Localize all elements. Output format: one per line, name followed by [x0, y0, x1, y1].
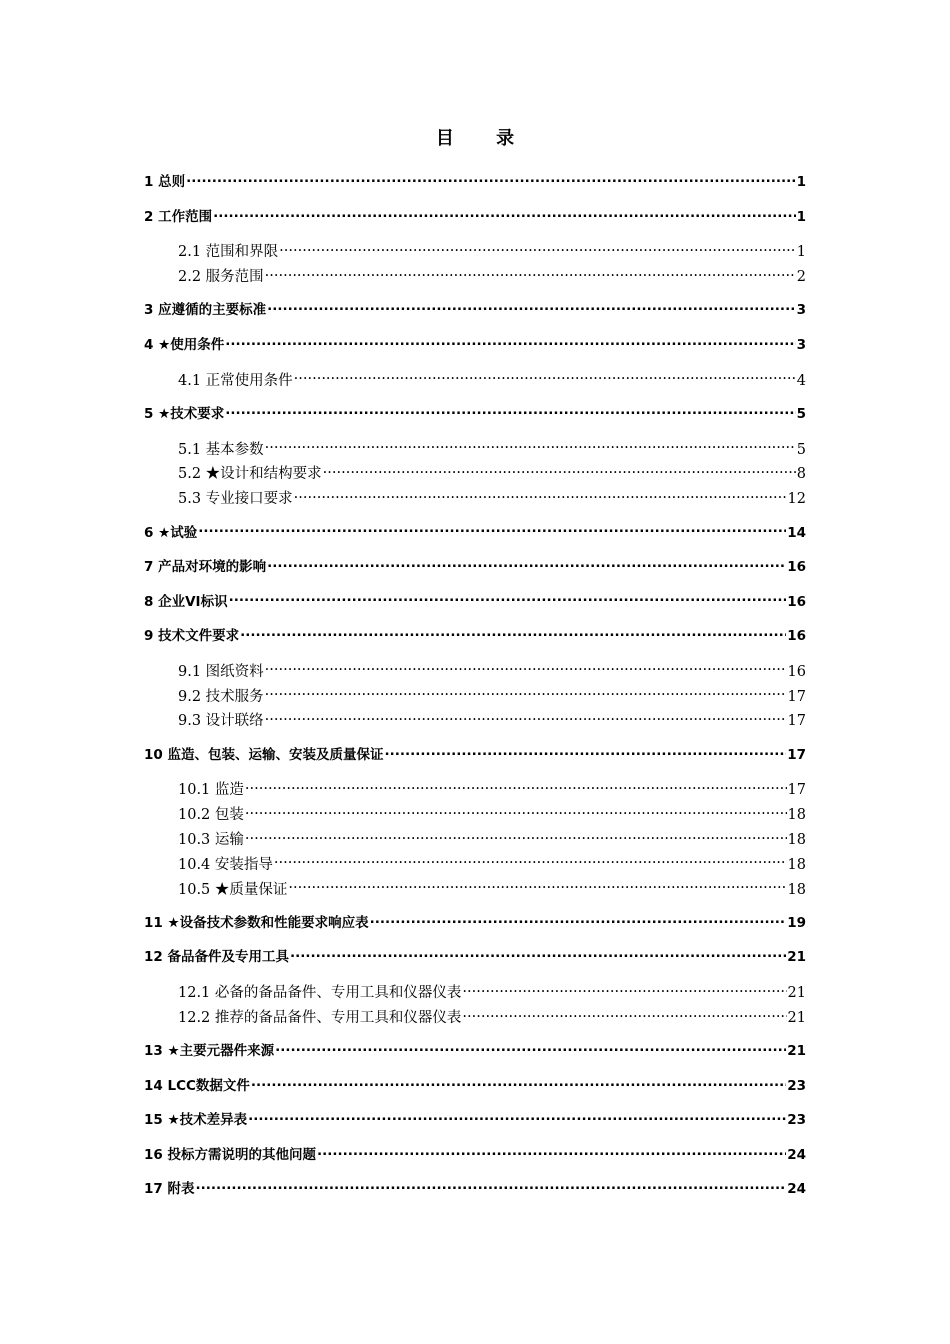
toc-leader-dots — [275, 1039, 786, 1055]
toc-entry-label: 2.2 服务范围 — [178, 269, 264, 286]
toc-entry[interactable] — [144, 743, 806, 763]
toc-entry-label: 17 附表 — [144, 1181, 195, 1198]
toc-entry[interactable] — [144, 298, 806, 318]
toc-entry-page-number: 18 — [787, 856, 806, 873]
toc-leader-dots — [245, 777, 787, 794]
toc-entry-page-number: 21 — [787, 1043, 806, 1060]
toc-entry-label: 12.1 必备的备品备件、专用工具和仪器仪表 — [178, 985, 462, 1002]
toc-entry-label: 9.1 图纸资料 — [178, 663, 264, 680]
toc-leader-dots — [248, 1108, 786, 1124]
toc-entry-page-number: 17 — [787, 688, 806, 705]
toc-entry-page-number: 17 — [787, 746, 806, 763]
toc-entry-label: 10.4 安装指导 — [178, 856, 273, 873]
toc-entry-page-number: 23 — [787, 1112, 806, 1129]
toc-entry-page-number: 23 — [787, 1077, 806, 1094]
toc-entry[interactable] — [144, 1177, 806, 1197]
toc-entry-page-number: 18 — [787, 807, 806, 824]
toc-entry-page-number: 4 — [796, 372, 806, 389]
toc-leader-dots — [294, 367, 796, 384]
toc-entry[interactable] — [178, 827, 806, 849]
toc-leader-dots — [198, 520, 786, 536]
toc-entry-label: 10 监造、包装、运输、安装及质量保证 — [144, 746, 384, 763]
toc-entry-label: 11 ★设备技术参数和性能要求响应表 — [144, 914, 369, 931]
toc-entry[interactable] — [178, 436, 806, 458]
toc-entry[interactable] — [178, 980, 806, 1002]
toc-entry[interactable] — [144, 1143, 806, 1163]
toc-leader-dots — [265, 658, 787, 675]
toc-entry-page-number: 1 — [796, 208, 806, 225]
toc-entry-page-number: 3 — [796, 302, 806, 319]
toc-entry[interactable] — [144, 911, 806, 931]
toc-entry-page-number: 24 — [787, 1146, 806, 1163]
toc-entry-page-number: 5 — [796, 405, 806, 422]
toc-entry[interactable] — [178, 708, 806, 730]
toc-entry[interactable] — [178, 777, 806, 799]
toc-entry[interactable] — [178, 264, 806, 286]
toc-entry-label: 5 ★技术要求 — [144, 405, 225, 422]
toc-entry-label: 8 企业VI标识 — [144, 593, 228, 610]
toc-entry-page-number: 18 — [787, 881, 806, 898]
toc-leader-dots — [225, 402, 795, 418]
toc-entry-page-number: 16 — [787, 663, 806, 680]
toc-entry-label: 4.1 正常使用条件 — [178, 372, 293, 389]
toc-entry-page-number: 2 — [796, 269, 806, 286]
toc-entry-page-number: 3 — [796, 336, 806, 353]
toc-leader-dots — [225, 333, 795, 349]
toc-leader-dots — [385, 743, 787, 759]
toc-entry[interactable] — [178, 1005, 806, 1027]
toc-entry-page-number: 5 — [796, 441, 806, 458]
toc-entry[interactable] — [178, 461, 806, 483]
toc-leader-dots — [274, 851, 787, 868]
toc-entry-label: 15 ★技术差异表 — [144, 1112, 248, 1129]
toc-leader-dots — [213, 205, 796, 221]
toc-entry[interactable] — [144, 205, 806, 225]
toc-entry-page-number: 16 — [787, 559, 806, 576]
toc-leader-dots — [265, 683, 787, 700]
toc-leader-dots — [196, 1177, 787, 1193]
toc-leader-dots — [245, 827, 787, 844]
toc-leader-dots — [323, 461, 796, 478]
toc-entry[interactable] — [144, 1039, 806, 1059]
toc-leader-dots — [317, 1143, 786, 1159]
toc-entry[interactable] — [178, 486, 806, 508]
toc-entry-label: 5.3 专业接口要求 — [178, 491, 293, 508]
toc-entry[interactable] — [178, 876, 806, 898]
toc-entry-page-number: 21 — [787, 949, 806, 966]
toc-entry[interactable] — [178, 658, 806, 680]
toc-entry-page-number: 16 — [787, 628, 806, 645]
toc-leader-dots — [462, 980, 786, 997]
toc-entry-label: 10.5 ★质量保证 — [178, 881, 288, 898]
toc-entry-label: 9.2 技术服务 — [178, 688, 264, 705]
toc-leader-dots — [267, 298, 796, 314]
toc-entry[interactable] — [144, 624, 806, 644]
toc-leader-dots — [370, 911, 787, 927]
toc-entry-label: 14 LCC数据文件 — [144, 1077, 250, 1094]
toc-entry-label: 5.1 基本参数 — [178, 441, 264, 458]
page-title: 目 录 — [435, 128, 533, 149]
toc-entry-label: 16 投标方需说明的其他问题 — [144, 1146, 316, 1163]
toc-entry-page-number: 17 — [787, 713, 806, 730]
toc-leader-dots — [265, 436, 796, 453]
toc-entry-label: 10.2 包装 — [178, 807, 244, 824]
toc-entry-label: 10.1 监造 — [178, 782, 244, 799]
toc-entry[interactable] — [144, 1074, 806, 1094]
toc-entry-page-number: 21 — [787, 985, 806, 1002]
toc-entry-label: 9 技术文件要求 — [144, 628, 240, 645]
toc-leader-dots — [186, 170, 796, 186]
toc-entry[interactable] — [144, 520, 806, 540]
toc-entry[interactable] — [144, 1108, 806, 1128]
toc-entry-label: 7 产品对环境的影响 — [144, 559, 267, 576]
toc-leader-dots — [251, 1074, 786, 1090]
toc-leader-dots — [288, 876, 786, 893]
toc-entry-page-number: 24 — [787, 1181, 806, 1198]
toc-entry[interactable] — [144, 333, 806, 353]
toc-entry-page-number: 16 — [787, 593, 806, 610]
toc-entry-page-number: 21 — [787, 1009, 806, 1026]
toc-leader-dots — [245, 802, 787, 819]
toc-entry-label: 2.1 范围和界限 — [178, 244, 279, 261]
toc-leader-dots — [240, 624, 786, 640]
toc-entry[interactable] — [144, 555, 806, 575]
toc-leader-dots — [294, 486, 787, 503]
toc-leader-dots — [229, 589, 787, 605]
toc-entry-label: 2 工作范围 — [144, 208, 213, 225]
toc-entry-label: 3 应遵循的主要标准 — [144, 302, 267, 319]
toc-leader-dots — [267, 555, 786, 571]
toc-entry[interactable] — [178, 802, 806, 824]
toc-entry[interactable] — [144, 402, 806, 422]
toc-entry-label: 12.2 推荐的备品备件、专用工具和仪器仪表 — [178, 1009, 462, 1026]
toc-entry-page-number: 19 — [787, 914, 806, 931]
toc-leader-dots — [265, 708, 787, 725]
toc-entry-label: 9.3 设计联络 — [178, 713, 264, 730]
toc-entry-label: 5.2 ★设计和结构要求 — [178, 466, 322, 483]
toc-entry-label: 10.3 运输 — [178, 831, 244, 848]
toc-leader-dots — [290, 945, 786, 961]
toc-entry-page-number: 8 — [796, 466, 806, 483]
toc-entry-page-number: 12 — [787, 491, 806, 508]
toc-entry[interactable] — [144, 589, 806, 609]
toc-leader-dots — [265, 264, 796, 281]
toc-entry-page-number: 14 — [787, 524, 806, 541]
toc-entry[interactable] — [144, 945, 806, 965]
toc-entry[interactable] — [178, 239, 806, 261]
toc-entry-page-number: 1 — [796, 244, 806, 261]
toc-entry-label: 12 备品备件及专用工具 — [144, 949, 289, 966]
toc-entry-label: 4 ★使用条件 — [144, 336, 225, 353]
toc-entry-page-number: 18 — [787, 831, 806, 848]
toc-entry[interactable] — [178, 683, 806, 705]
toc-entry-label: 13 ★主要元器件来源 — [144, 1043, 275, 1060]
toc-entry-label: 6 ★试验 — [144, 524, 198, 541]
toc-entry-label: 1 总则 — [144, 174, 186, 191]
toc-entry-page-number: 17 — [787, 782, 806, 799]
toc-entry[interactable] — [178, 851, 806, 873]
toc-entry[interactable] — [144, 170, 806, 190]
toc-entry-page-number: 1 — [796, 174, 806, 191]
toc-leader-dots — [279, 239, 796, 256]
toc-entry[interactable] — [178, 367, 806, 389]
toc-leader-dots — [462, 1005, 786, 1022]
